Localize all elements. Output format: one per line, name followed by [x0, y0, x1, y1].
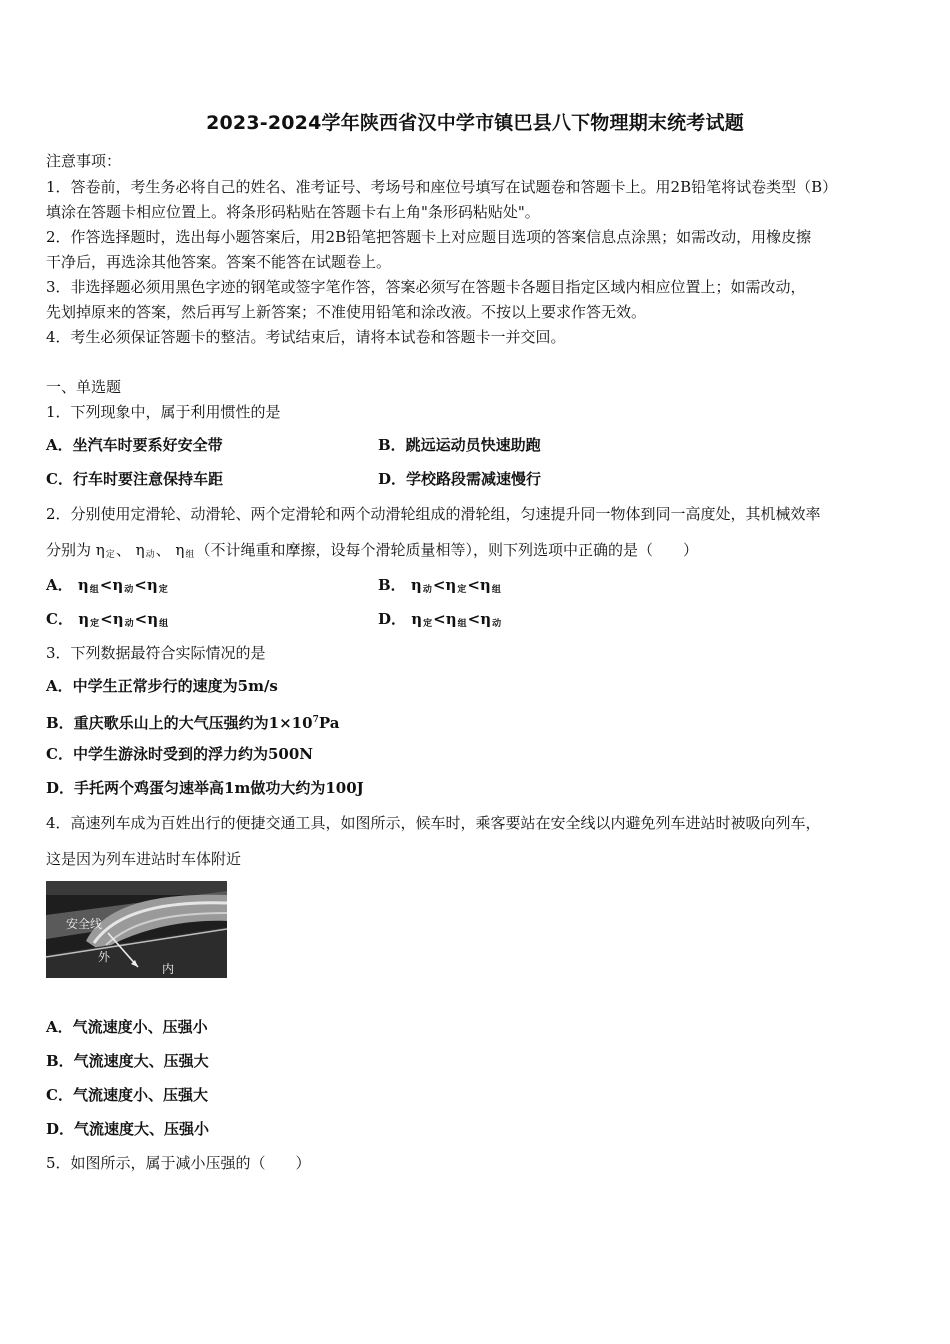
question-4-stem: 4．高速列车成为百姓出行的便捷交通工具，如图所示，候车时，乘客要站在安全线以内避免列车进站时被吸向列车， — [46, 814, 821, 832]
q2-option-c — [46, 610, 169, 633]
question-3-stem: 3．下列数据最符合实际情况的是 — [46, 644, 266, 662]
eta-symbol: η — [95, 541, 105, 559]
notice-line: 先划掉原来的答案，然后再写上新答案；不准使用铅笔和涂改液。不按以上要求作答无效。 — [46, 303, 647, 321]
separator: 、 — [115, 541, 131, 559]
subscript-ding: 定 — [423, 619, 433, 629]
less-than: < — [433, 610, 446, 628]
eta-symbol: η — [147, 610, 159, 628]
subscript-dong: 动 — [145, 550, 155, 560]
less-than: < — [100, 610, 113, 628]
notice-heading: 注意事项： — [46, 152, 122, 170]
separator: 、 — [155, 541, 171, 559]
notice-line: 4．考生必须保证答题卡的整洁。考试结束后，请将本试卷和答题卡一并交回。 — [46, 328, 566, 346]
subscript-dong: 动 — [492, 619, 502, 629]
subscript-zu: 组 — [159, 619, 169, 629]
eta-symbol: η — [479, 576, 491, 594]
eta-symbol: η — [175, 541, 185, 559]
q3-option-b — [46, 711, 339, 732]
q3-option-c: C．中学生游泳时受到的浮力约为500N — [46, 745, 313, 763]
notice-line: 3．非选择题必须用黑色字迹的钢笔或签字笔作答，答案必须写在答题卡各题目指定区域内相应位置上；如需改动， — [46, 278, 806, 296]
less-than: < — [432, 576, 446, 594]
exponent: 7 — [312, 715, 319, 725]
notice-line: 2．作答选择题时，选出每小题答案后，用2B铅笔把答题卡上对应题目选项的答案信息点涂黑；如需改动，用橡皮擦 — [46, 228, 812, 246]
q2-option-a — [46, 576, 169, 599]
question-2-stem: 2．分别使用定滑轮、动滑轮、两个定滑轮和两个动滑轮组成的滑轮组，匀速提升同一物体到同一高度处，其机械效率 — [46, 505, 821, 523]
q2-option-b — [378, 576, 502, 599]
eta-symbol: η — [77, 576, 89, 594]
subscript-zu: 组 — [89, 585, 99, 595]
eta-symbol: η — [78, 610, 90, 628]
eta-symbol: η — [146, 576, 158, 594]
q4-option-d: D．气流速度大、压强小 — [46, 1120, 210, 1138]
q3-option-a: A．中学生正常步行的速度为5m/s — [46, 677, 278, 695]
subscript-dong: 动 — [422, 585, 432, 595]
subscript-ding: 定 — [90, 619, 100, 629]
q1-option-c: C．行车时要注意保持车距 — [46, 470, 223, 488]
option-label: A． — [46, 576, 73, 594]
train-platform-figure — [46, 881, 227, 978]
subscript-zu: 组 — [457, 619, 467, 629]
question-2-stem-cont — [46, 541, 698, 564]
eta-symbol: η — [411, 610, 423, 628]
q4-option-b: B．气流速度大、压强大 — [46, 1052, 209, 1070]
question-4-stem-cont: 这是因为列车进站时车体附近 — [46, 850, 242, 868]
option-label: B． — [378, 576, 406, 594]
notice-line: 1．答卷前，考生务必将自己的姓名、准考证号、考场号和座位号填写在试题卷和答题卡上。用2B铅笔将试卷类型（B） — [46, 178, 838, 196]
eta-symbol: η — [112, 576, 124, 594]
less-than: < — [134, 610, 148, 628]
less-than: < — [134, 576, 147, 594]
less-than: < — [99, 576, 113, 594]
q1-option-a: A．坐汽车时要系好安全带 — [46, 436, 223, 454]
subscript-dong: 动 — [124, 619, 134, 629]
question-1-stem: 1．下列现象中，属于利用惯性的是 — [46, 403, 281, 421]
figure-inside-label: 内 — [162, 962, 175, 976]
notice-line: 干净后，再选涂其他答案。答案不能答在试题卷上。 — [46, 253, 392, 271]
eta-symbol: η — [445, 610, 457, 628]
q2-prefix: 分别为 — [46, 541, 92, 559]
less-than: < — [467, 610, 481, 628]
subscript-dong: 动 — [124, 585, 134, 595]
q3-b-text: B．重庆歌乐山上的大气压强约为1×10 — [46, 714, 313, 732]
eta-symbol: η — [135, 541, 145, 559]
less-than: < — [467, 576, 480, 594]
eta-symbol: η — [410, 576, 422, 594]
section-heading: 一、单选题 — [46, 378, 122, 396]
question-5-stem: 5．如图所示，属于减小压强的（ ） — [46, 1154, 311, 1172]
option-label: C． — [46, 610, 73, 628]
eta-symbol: η — [445, 576, 457, 594]
subscript-ding: 定 — [158, 585, 168, 595]
notice-line: 填涂在答题卡相应位置上。将条形码粘贴在答题卡右上角"条形码粘贴处"。 — [46, 203, 540, 221]
q2-suffix: （不计绳重和摩擦，设每个滑轮质量相等），则下列选项中正确的是（ ） — [195, 541, 698, 559]
subscript-zu: 组 — [185, 550, 195, 560]
eta-symbol: η — [112, 610, 124, 628]
q2-option-d — [378, 610, 502, 633]
option-label: D． — [378, 610, 407, 628]
subscript-ding: 定 — [105, 550, 115, 560]
q1-option-d: D．学校路段需减速慢行 — [378, 470, 542, 488]
q1-option-b: B．跳远运动员快速助跑 — [378, 436, 541, 454]
figure-outside-label: 外 — [98, 950, 111, 964]
q4-option-c: C．气流速度小、压强大 — [46, 1086, 208, 1104]
subscript-zu: 组 — [491, 585, 501, 595]
page-title: 2023-2024学年陕西省汉中学市镇巴县八下物理期末统考试题 — [206, 112, 744, 134]
figure-safety-line-label: 安全线 — [66, 917, 103, 931]
q3-b-unit: Pa — [318, 714, 340, 732]
subscript-ding: 定 — [457, 585, 467, 595]
eta-symbol: η — [480, 610, 492, 628]
q3-option-d: D．手托两个鸡蛋匀速举高1m做功大约为100J — [46, 779, 364, 797]
q4-option-a: A．气流速度小、压强小 — [46, 1018, 208, 1036]
